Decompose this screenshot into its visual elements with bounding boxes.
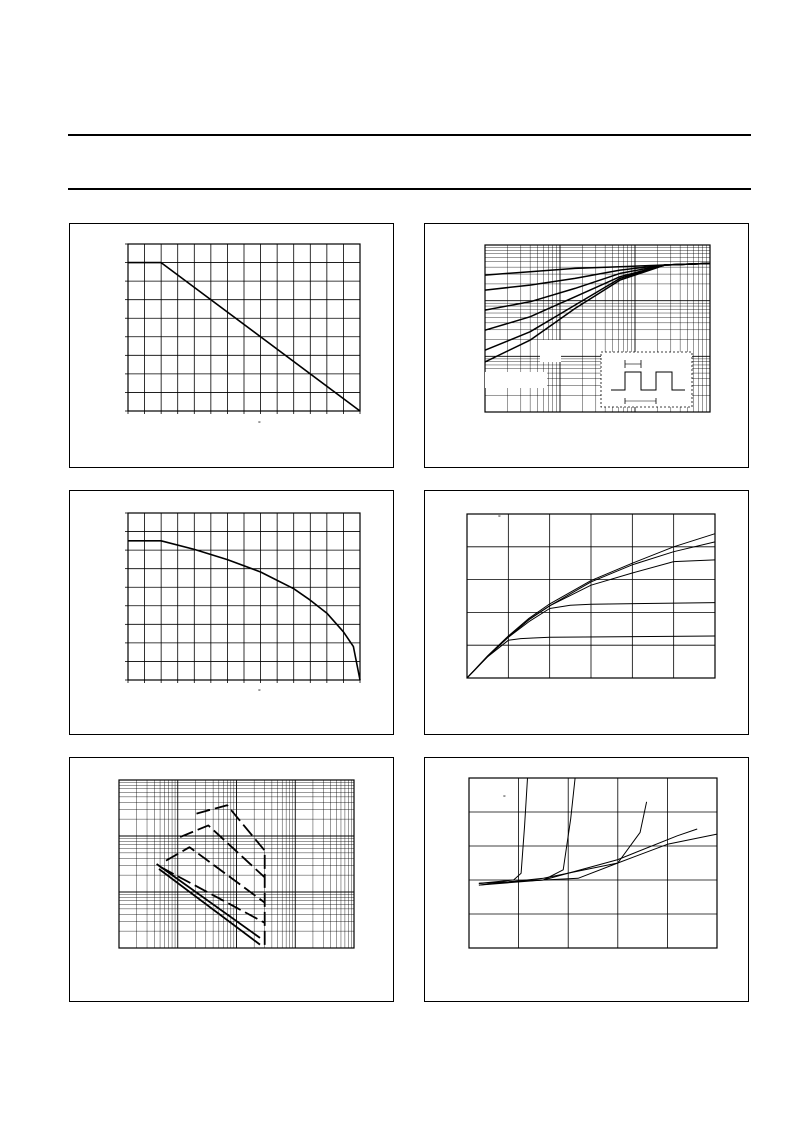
label-mask: [485, 372, 547, 388]
series-line-5-2: [180, 825, 265, 877]
plot-frame: [469, 778, 717, 948]
series-line-2-4: [485, 263, 710, 330]
chart-panel-3: [69, 490, 394, 735]
series-line-2-6: [485, 263, 710, 362]
series-line-6-4: [479, 834, 717, 885]
degree-mark-3: °: [258, 689, 261, 696]
header-rule-bottom: [68, 188, 751, 190]
chart-panel-1: [69, 223, 394, 468]
chart-panel-6: [424, 757, 749, 1002]
chart-panel-5: [69, 757, 394, 1002]
degree-mark-4: °: [498, 515, 501, 522]
series-line-2-5: [485, 263, 710, 350]
chart-svg-1: [70, 224, 395, 469]
header-rule-top: [68, 134, 751, 136]
series-line-5-6: [159, 869, 260, 945]
chart-svg-3: [70, 491, 395, 736]
series-line-5-3: [166, 847, 265, 902]
inset-box: [601, 352, 692, 407]
degree-mark-6: °: [503, 795, 506, 802]
chart-svg-6: [425, 758, 750, 1003]
chart-panel-2: [424, 223, 749, 468]
chart-svg-4: [425, 491, 750, 736]
degree-mark-1: °: [258, 421, 261, 428]
series-line-6-3: [479, 802, 647, 884]
series-line-6-1: [479, 778, 528, 883]
chart-svg-5: [70, 758, 395, 1003]
chart-panel-4: [424, 490, 749, 735]
label-mask: [540, 340, 561, 362]
series-line-6-5: [479, 829, 697, 885]
chart-svg-2: [425, 224, 750, 469]
